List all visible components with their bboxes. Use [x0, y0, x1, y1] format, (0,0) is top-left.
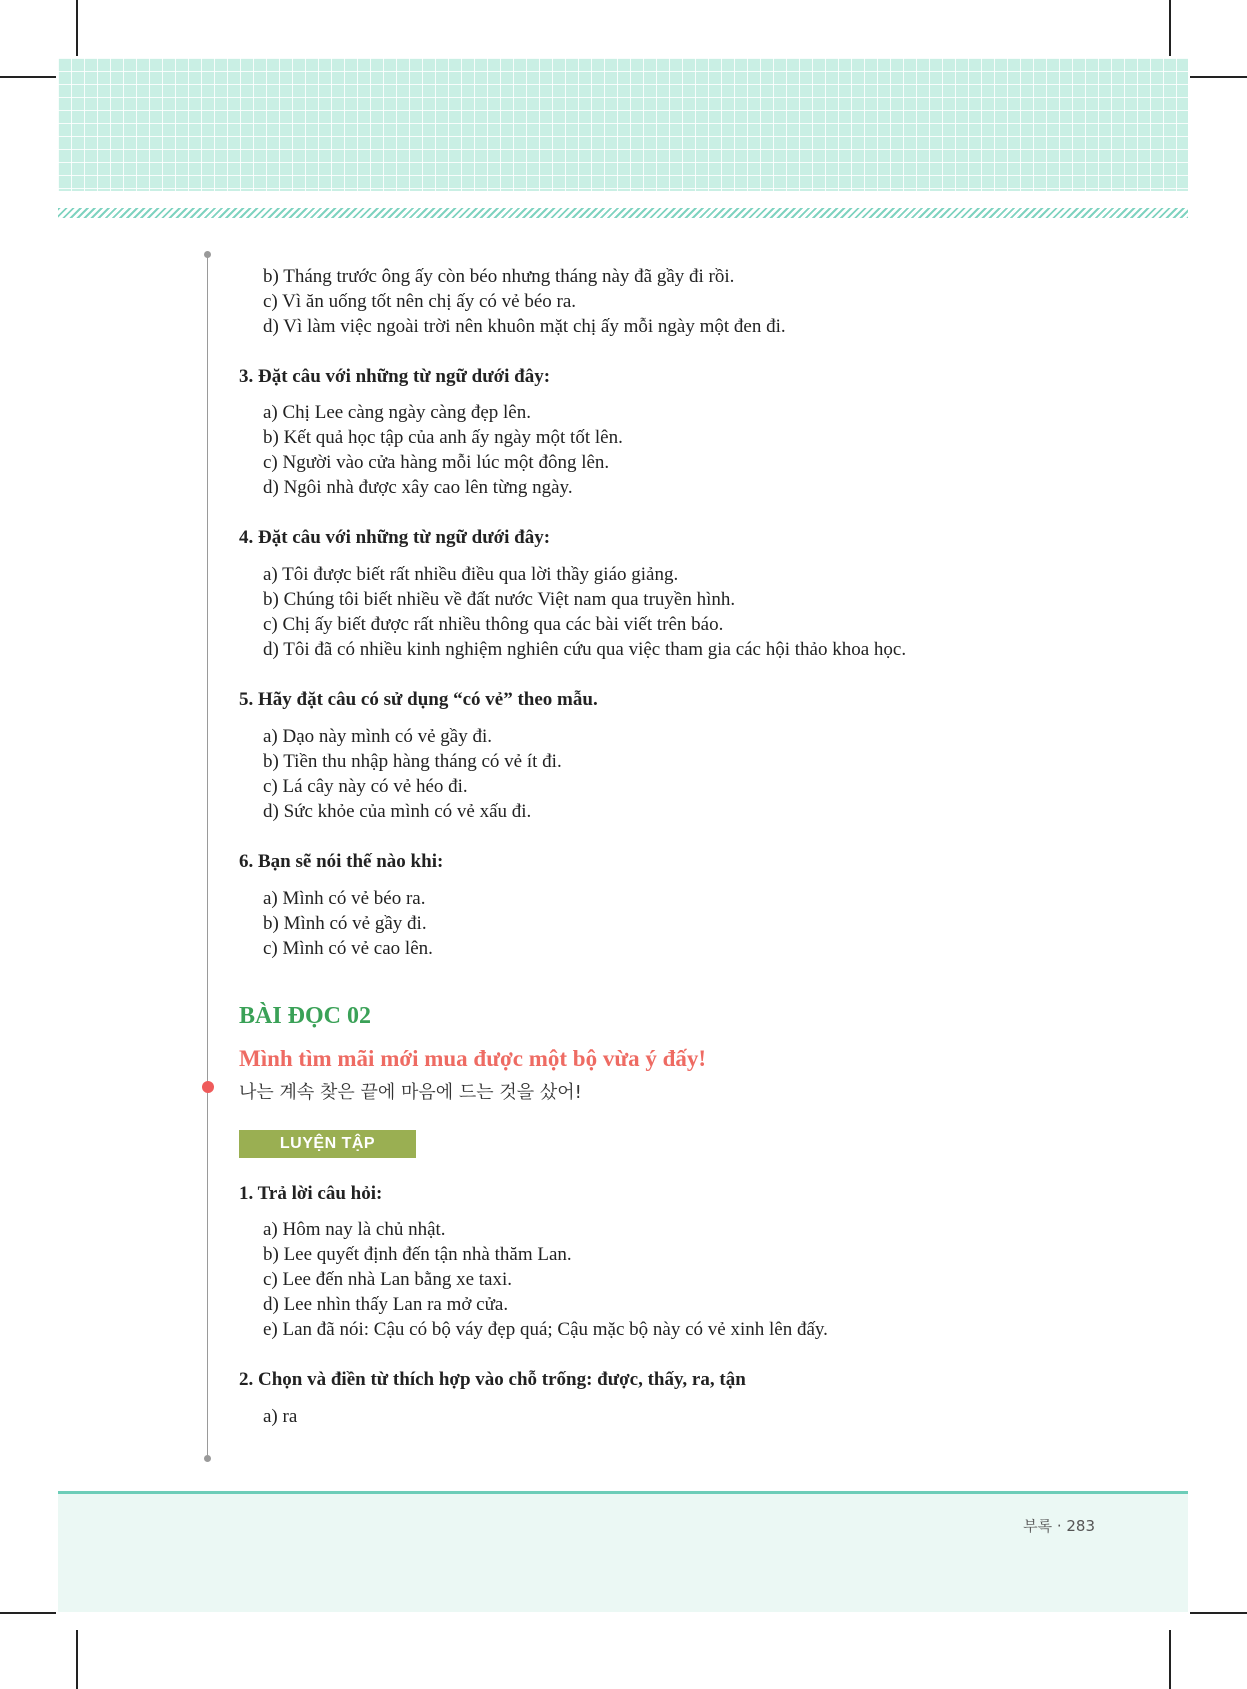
exercise-heading: 3. Đặt câu với những từ ngữ dưới đây:	[239, 366, 551, 387]
exercise-heading: 1. Trả lời câu hỏi:	[239, 1183, 383, 1204]
exercise-line: c) Lá cây này có vẻ héo đi.	[263, 776, 468, 797]
exercise-line: b) Mình có vẻ gầy đi.	[263, 913, 427, 934]
exercise-heading: 5. Hãy đặt câu có sử dụng “có vẻ” theo mẫu.	[239, 689, 598, 710]
crop-mark-bottom-right-v	[1169, 1630, 1171, 1689]
exercise-line: c) Người vào cửa hàng mỗi lúc một đông lên.	[263, 452, 610, 473]
footer-band	[58, 1494, 1188, 1612]
exercise-heading: 6. Bạn sẽ nói thế nào khi:	[239, 851, 444, 872]
exercise-line: d) Sức khỏe của mình có vẻ xấu đi.	[263, 801, 532, 822]
margin-rule-bottom-dot	[204, 1455, 211, 1462]
crop-mark-bottom-right-h	[1190, 1612, 1247, 1614]
exercise-line: a) Mình có vẻ béo ra.	[263, 888, 426, 909]
crop-mark-top-left-h	[0, 76, 56, 78]
crop-mark-bottom-left-h	[0, 1612, 56, 1614]
exercise-line: a) Tôi được biết rất nhiều điều qua lời thầy giáo giảng.	[263, 564, 679, 585]
exercise-heading: 2. Chọn và điền từ thích hợp vào chỗ trống: được, thấy, ra, tận	[239, 1369, 746, 1390]
exercise-line: d) Ngôi nhà được xây cao lên từng ngày.	[263, 477, 573, 498]
margin-rule-red-marker	[202, 1081, 214, 1093]
header-hatch-stripe	[58, 208, 1188, 218]
exercise-line: e) Lan đã nói: Cậu có bộ váy đẹp quá; Cậu mặc bộ này có vẻ xinh lên đấy.	[263, 1319, 828, 1340]
lesson-subtitle-korean: 나는 계속 찾은 끝에 마음에 드는 것을 샀어!	[239, 1082, 582, 1103]
exercise-heading: 4. Đặt câu với những từ ngữ dưới đây:	[239, 527, 551, 548]
exercise-line: c) Lee đến nhà Lan bằng xe taxi.	[263, 1269, 512, 1290]
margin-rule-top-dot	[204, 251, 211, 258]
exercise-line: d) Tôi đã có nhiều kinh nghiệm nghiên cứu qua việc tham gia các hội thảo khoa học.	[263, 639, 907, 660]
crop-mark-top-left-v	[76, 0, 78, 56]
exercise-line: a) Dạo này mình có vẻ gầy đi.	[263, 726, 492, 747]
exercise-line: d) Lee nhìn thấy Lan ra mở cửa.	[263, 1294, 509, 1315]
page-number: 부록 · 283	[1023, 1517, 1095, 1535]
crop-mark-bottom-left-v	[76, 1630, 78, 1689]
margin-rule	[207, 254, 208, 1458]
exercise-line: c) Chị ấy biết được rất nhiều thông qua các bài viết trên báo.	[263, 614, 724, 635]
exercise-line: b) Tháng trước ông ấy còn béo nhưng tháng này đã gầy đi rồi.	[263, 266, 735, 287]
section-title: BÀI ĐỌC 02	[239, 1003, 372, 1029]
exercise-line: b) Chúng tôi biết nhiều về đất nước Việt nam qua truyền hình.	[263, 589, 736, 610]
crop-mark-top-right-h	[1190, 76, 1247, 78]
header-grid-band	[58, 58, 1188, 191]
exercise-line: a) ra	[263, 1406, 298, 1427]
exercise-line: c) Mình có vẻ cao lên.	[263, 938, 433, 959]
lesson-subtitle-vietnamese: Mình tìm mãi mới mua được một bộ vừa ý đấy!	[239, 1046, 707, 1071]
exercise-line: b) Tiền thu nhập hàng tháng có vẻ ít đi.	[263, 751, 562, 772]
exercise-line: a) Chị Lee càng ngày càng đẹp lên.	[263, 402, 531, 423]
exercise-line: d) Vì làm việc ngoài trời nên khuôn mặt chị ấy mỗi ngày một đen đi.	[263, 316, 786, 337]
exercise-line: a) Hôm nay là chủ nhật.	[263, 1219, 446, 1240]
exercise-line: b) Kết quả học tập của anh ấy ngày một tốt lên.	[263, 427, 623, 448]
exercise-line: b) Lee quyết định đến tận nhà thăm Lan.	[263, 1244, 572, 1265]
crop-mark-top-right-v	[1169, 0, 1171, 56]
practice-badge: LUYỆN TẬP	[239, 1130, 416, 1158]
exercise-line: c) Vì ăn uống tốt nên chị ấy có vẻ béo ra.	[263, 291, 577, 312]
